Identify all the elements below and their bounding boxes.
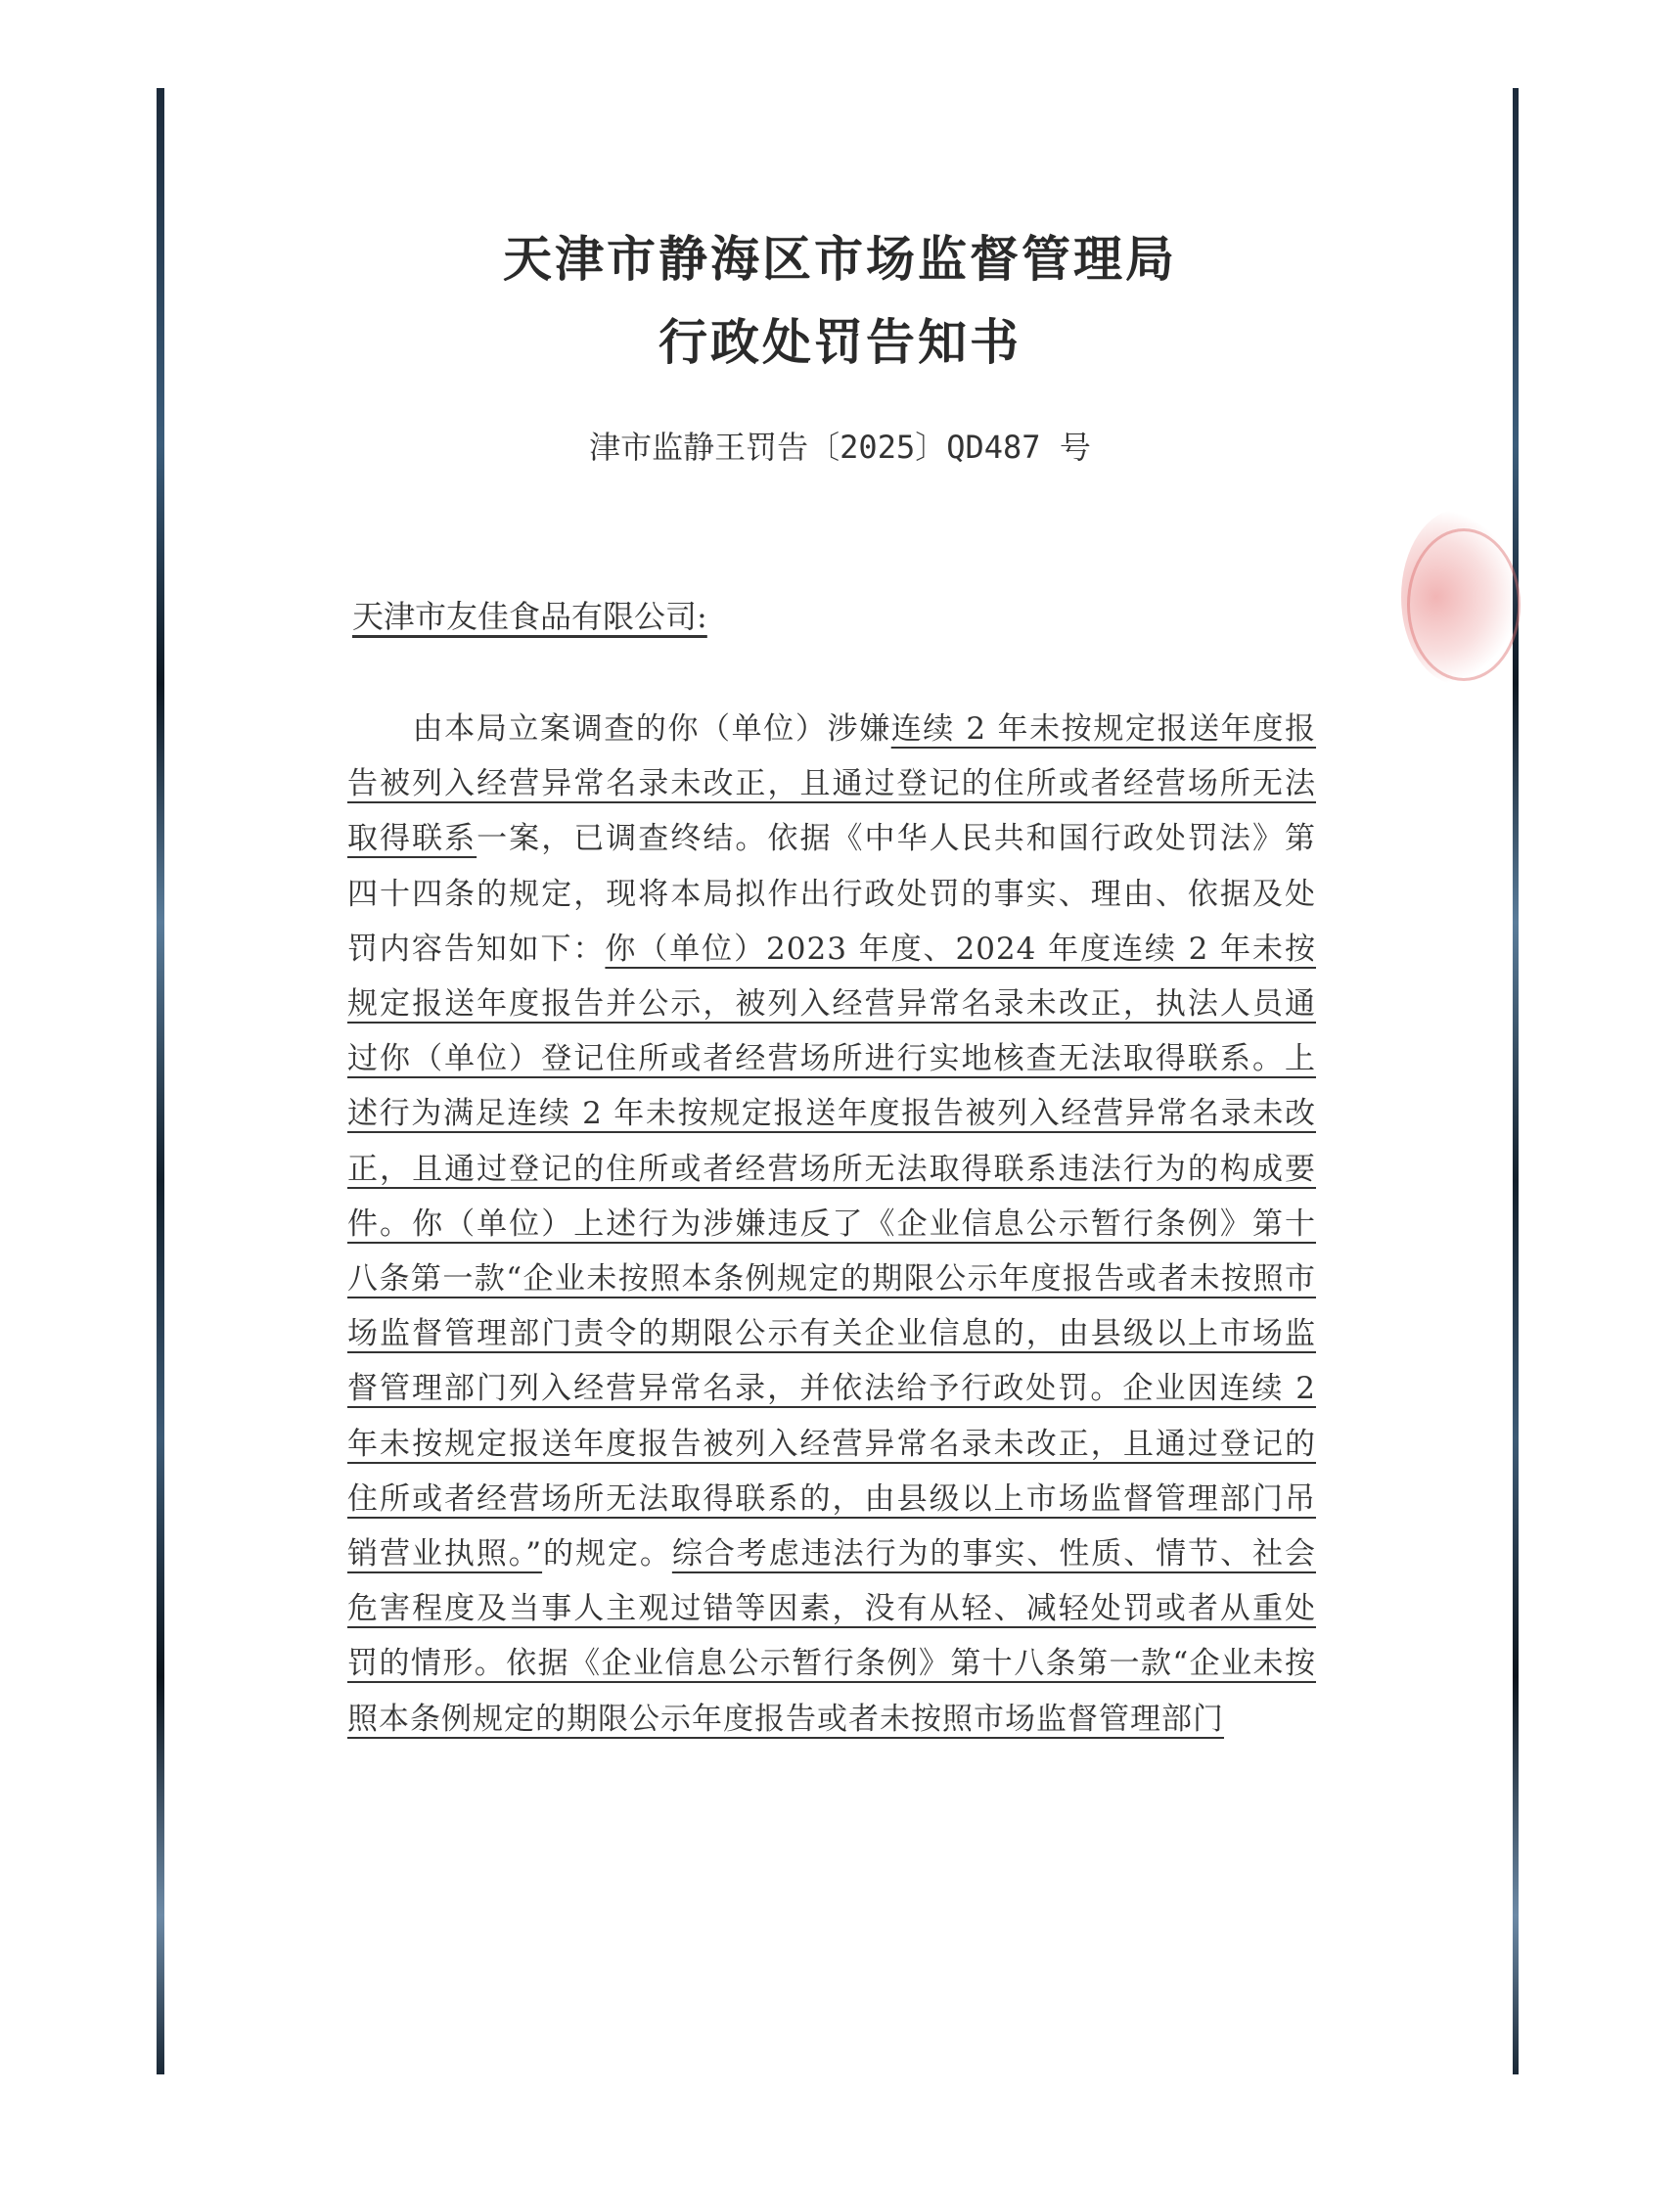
addressee: 天津市友佳食品有限公司: bbox=[352, 598, 707, 635]
body-text-violation: 连续 2 年未按规定报送年度报告被列入经营异常名录未改正，且通过登记的住所或者经营场所无法取得联系 bbox=[347, 711, 1317, 857]
document-title-agency: 天津市静海区市场监督管理局 bbox=[503, 230, 1177, 288]
body-text-facts: 你（单位）2023 年度、2024 年度连续 2 年未按规定报送年度报告并公示，被列入经营异常名录未改正，执法人员通过你（单位）登记住所或者经营场所进行实地核查无法取得联系。上述行为满足连续 2 年未按规定报送年度报告被列入经营异常名录未改正，且通过登记的住所或者经营场所无法取得联系违法行为的构成要件。你（单位）上述行为涉嫌违反了《企业信息公示暂行条例》第十八条第一款“企业未按照本条例规定的期限公示年度报告或者未按照市场监督管理部门责令的期限公示有关企业信息的，由县级以上市场监督管理部门列入经营异常名录，并依法给予行政处罚。企业因连续 2 年未按规定报送年度报告被列入经营异常名录未改正，且通过登记的住所或者经营场所无法取得联系的，由县级以上市场监督管理部门吊销营业执照。” bbox=[347, 931, 1316, 1572]
body-text-legal-basis: 一案，已调查终结。依据《中华人民共和国行政处罚法》第四十四条的规定，现将本局拟作出行政处罚的事实、理由、依据及处罚内容告知如下： bbox=[347, 821, 1316, 967]
body-text-consideration: 综合考虑违法行为的事实、性质、情节、社会危害程度及当事人主观过错等因素，没有从轻、减轻处罚或者从重处罚的情形。依据《企业信息公示暂行条例》第十八条第一款“企业未按照本条例规定的期限公示年度报告或者未按照市场监督管理部门 bbox=[347, 1536, 1316, 1737]
document-title-type: 行政处罚告知书 bbox=[658, 313, 1022, 371]
official-seal-ring bbox=[1407, 528, 1521, 681]
body-text-intro: 由本局立案调查的你（单位）涉嫌 bbox=[412, 711, 891, 747]
document-number: 津市监静王罚告〔2025〕QD487 号 bbox=[589, 429, 1091, 466]
body-text-provision-ref: 的规定。 bbox=[542, 1536, 672, 1572]
body-paragraph bbox=[347, 702, 1316, 1747]
